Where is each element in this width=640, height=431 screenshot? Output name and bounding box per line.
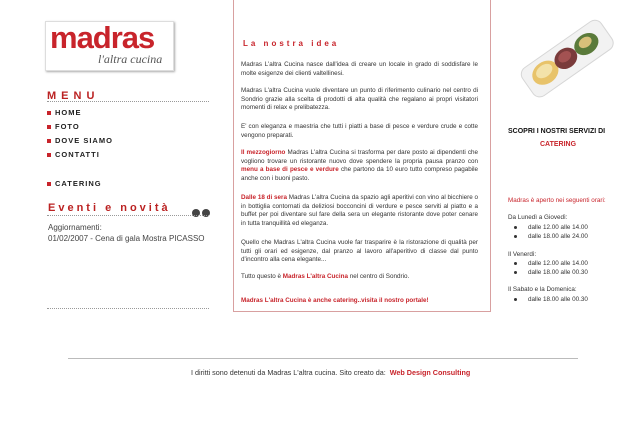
hours-item <box>514 260 588 267</box>
idea-paragraph-6: Quello che Madras L'altra Cucina vuole far trasparire è la ristorazione di qualità per tutti gli orari ed esigenze, dal pranzo al lavoro all'aperitivo di classe dal punto d'incontro alla cena elegante... <box>241 239 478 264</box>
updates-label: Aggiornamenti: <box>48 223 102 232</box>
logo-tagline: l'altra cucina <box>98 52 163 66</box>
menu-item-catering[interactable] <box>47 179 102 188</box>
menu-item-dove-siamo[interactable] <box>47 136 113 145</box>
opening-hours-title: Madras è aperto nei seguenti orari: <box>508 197 606 204</box>
bullet-square-icon <box>47 153 51 157</box>
idea-paragraph-7 <box>241 273 478 282</box>
hours-text: dalle 18.00 alle 00.30 <box>528 296 588 303</box>
events-dots-icon <box>192 204 212 222</box>
catering-link[interactable]: CATERING <box>540 141 577 148</box>
hours-group-label: Da Lunedì a Giovedì: <box>508 214 568 221</box>
lunch-highlight: Il mezzogiorno <box>241 149 286 156</box>
hours-item <box>514 269 588 276</box>
events-divider <box>47 215 209 216</box>
footer-credit-link[interactable]: Web Design Consulting <box>389 368 471 377</box>
evening-text: Madras L'altra Cucina da spazio agli aperitivi con vino al bicchiere o in bottiglia contornati da deliziosi bocconcini di verdure e pesce serviti al piatto e a buffet per poi diventare sul fare della sera un elegante ristorante dove poter cenare in tutta tranquillità ed eleganza. <box>241 194 479 227</box>
idea-paragraph-1: Madras L'altra Cucina nasce dall'idea di creare un locale in grado di soddisfare le molte esigenze dei clienti valtellinesi. <box>241 61 478 77</box>
footer-text: I diritti sono detenuti da Madras L'altra cucina. Sito creato da: <box>191 368 386 377</box>
bullet-square-icon <box>47 111 51 115</box>
hours-group-label: Il Sabato e la Domenica: <box>508 286 577 293</box>
update-entry[interactable]: 01/02/2007 - Cena di gala Mostra PICASSO <box>48 234 205 243</box>
footer-divider <box>68 358 578 359</box>
menu-item-label: CONTATTI <box>55 150 100 159</box>
hours-item <box>514 233 588 240</box>
bullet-square-icon <box>47 125 51 129</box>
menu-title: MENU <box>47 90 100 102</box>
hours-text: dalle 12.00 alle 14.00 <box>528 224 588 231</box>
idea-paragraph-2: Madras L'altra Cucina vuole diventare un punto di riferimento culinario nel centro di Sondrio grazie alla scelta di prodotti di alta qualità che regalano ai propri visitatori momenti di relax e prelibatezza. <box>241 87 478 112</box>
menu-highlight: menu a base di pesce e verdure <box>241 166 339 174</box>
footer <box>191 368 470 377</box>
hours-text: dalle 18.00 alle 24.00 <box>528 233 588 240</box>
idea-paragraph-3: E' con eleganza e maestria che tutti i piatti a base di pesce e verdure crude e cotte vengono preparati. <box>241 123 478 139</box>
menu-item-contatti[interactable] <box>47 150 100 159</box>
brand-highlight: Madras L'altra Cucina <box>282 273 348 280</box>
idea-paragraph-4 <box>241 149 478 183</box>
summary-text-a: Tutto questo è <box>241 273 283 280</box>
logo[interactable] <box>45 21 174 71</box>
menu-item-home[interactable] <box>47 108 82 117</box>
menu-item-label: HOME <box>55 108 82 117</box>
hours-text: dalle 12.00 alle 14.00 <box>528 260 588 267</box>
menu-item-label: CATERING <box>55 179 102 188</box>
idea-title: La nostra idea <box>243 39 340 48</box>
bullet-square-icon <box>47 139 51 143</box>
summary-text-b: nel centro di Sondrio. <box>347 273 410 280</box>
menu-item-foto[interactable] <box>47 122 80 131</box>
menu-item-label: FOTO <box>55 122 80 131</box>
hours-item <box>514 296 588 303</box>
bullet-square-icon <box>47 182 51 186</box>
catering-portal-link[interactable]: Madras L'altra Cucina è anche catering..visita il nostro portale! <box>241 297 429 304</box>
lunch-text-b: che partono da 10 euro tutto compreso pagabile anche con i buoni pasto. <box>241 166 479 182</box>
events-title: Eventi e novità <box>48 202 171 214</box>
menu-item-label: DOVE SIAMO <box>55 136 113 145</box>
hours-item <box>514 224 588 231</box>
logo-name: madras <box>50 20 155 55</box>
lunch-text-a: Madras L'altra Cucina si trasforma per dare posto ai dipendenti che vogliono trovare un ristorante nuovo dove spendere la propria pausa pranzo con <box>241 149 478 165</box>
evening-highlight: Dalle 18 di sera <box>241 194 287 201</box>
menu-divider <box>47 101 209 102</box>
hours-text: dalle 18.00 alle 00.30 <box>528 269 588 276</box>
hours-group-label: Il Venerdì: <box>508 251 537 258</box>
idea-paragraph-5 <box>241 194 478 228</box>
services-heading: SCOPRI I NOSTRI SERVIZI DI <box>508 128 606 135</box>
food-photo <box>512 0 622 110</box>
left-bottom-divider <box>47 308 209 309</box>
